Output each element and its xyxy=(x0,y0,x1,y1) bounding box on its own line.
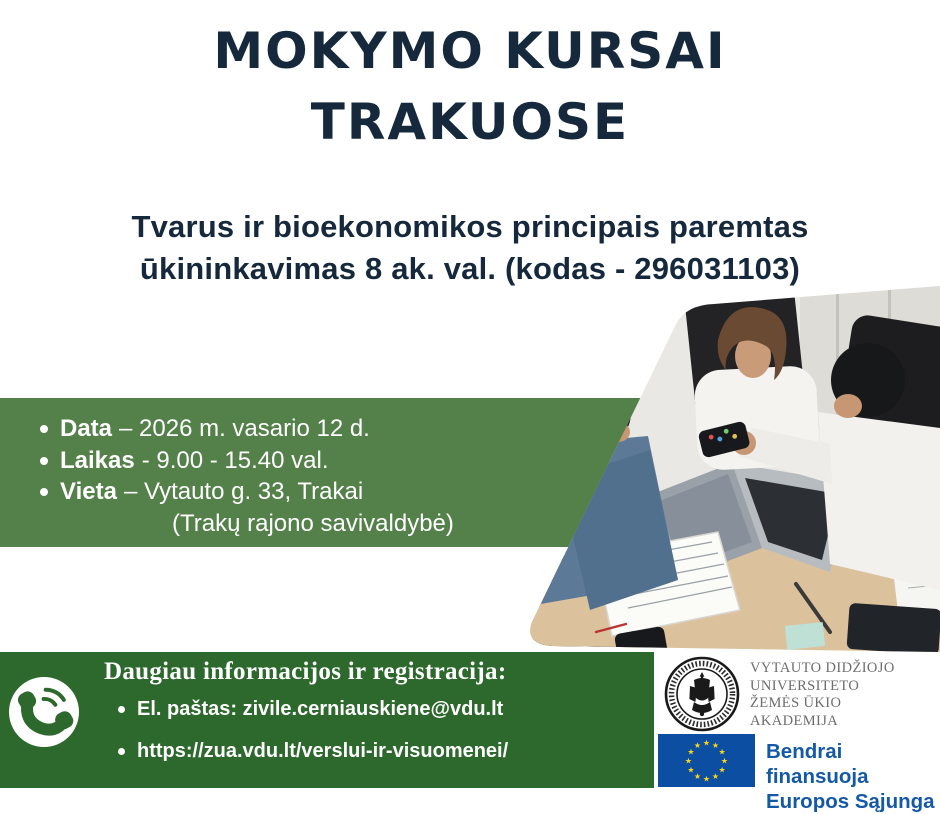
phone-icon xyxy=(8,676,80,748)
svg-text:★: ★ xyxy=(702,738,711,748)
title-line-1: MOKYMO KURSAI xyxy=(213,22,727,80)
logos-panel xyxy=(654,652,940,813)
contact-url-text[interactable]: https://zua.vdu.lt/verslui-ir-visuomenei/ xyxy=(137,740,509,762)
bullet-icon xyxy=(118,706,125,713)
svg-text:★: ★ xyxy=(720,756,729,766)
university-name xyxy=(750,660,895,730)
svg-text:★: ★ xyxy=(711,772,720,782)
eu-flag-icon xyxy=(658,734,755,787)
course-subtitle xyxy=(0,206,940,290)
svg-text:★: ★ xyxy=(693,740,702,750)
info-label: Data xyxy=(60,415,113,442)
bullet-icon xyxy=(40,488,48,496)
eu-funding-line-2: Europos Sąjunga xyxy=(766,790,935,813)
svg-text:★: ★ xyxy=(693,772,702,782)
bullet-icon xyxy=(118,748,125,755)
university-seal-icon xyxy=(664,656,740,732)
contact-heading: Daugiau informacijos ir registracija: xyxy=(104,658,507,685)
university-name-line-3: ŽEMĖS ŪKIO xyxy=(750,695,842,711)
eu-funding-label xyxy=(766,739,940,814)
svg-text:★: ★ xyxy=(718,765,726,775)
svg-text:★: ★ xyxy=(684,756,693,766)
svg-text:★: ★ xyxy=(711,740,720,750)
svg-text:★: ★ xyxy=(687,747,695,757)
team-photo xyxy=(500,280,940,660)
svg-text:★: ★ xyxy=(702,774,711,784)
university-name-line-1: VYTAUTO DIDŽIOJO xyxy=(750,660,895,676)
university-name-line-4: AKADEMIJA xyxy=(750,712,839,729)
info-value: – 2026 m. vasario 12 d. xyxy=(119,415,370,442)
svg-text:★: ★ xyxy=(687,765,695,775)
title-line-2: TRAKUOSE xyxy=(310,93,630,151)
svg-text:★: ★ xyxy=(718,747,726,757)
info-label: Vieta xyxy=(60,478,117,505)
contact-url[interactable] xyxy=(118,740,508,763)
contact-email[interactable] xyxy=(118,698,503,721)
info-value: - 9.00 - 15.40 val. xyxy=(141,446,329,474)
info-value: – Vytauto g. 33, Trakai xyxy=(123,478,364,505)
bullet-icon xyxy=(40,425,48,433)
university-name-line-2: UNIVERSITETO xyxy=(750,677,860,694)
page-title xyxy=(0,16,940,158)
subtitle-line-2: ūkininkavimas 8 ak. val. (kodas - 296031103) xyxy=(139,251,801,286)
info-place-continuation: (Trakų rajono savivaldybė) xyxy=(172,509,454,537)
info-label: Laikas xyxy=(60,446,135,474)
eu-funding-line-1: Bendrai finansuoja xyxy=(766,740,869,788)
subtitle-line-1: Tvarus ir bioekonomikos principais paremtas xyxy=(131,209,809,244)
bullet-icon xyxy=(40,457,48,465)
contact-email-text[interactable]: El. paštas: zivile.cerniauskiene@vdu.lt xyxy=(137,698,504,720)
